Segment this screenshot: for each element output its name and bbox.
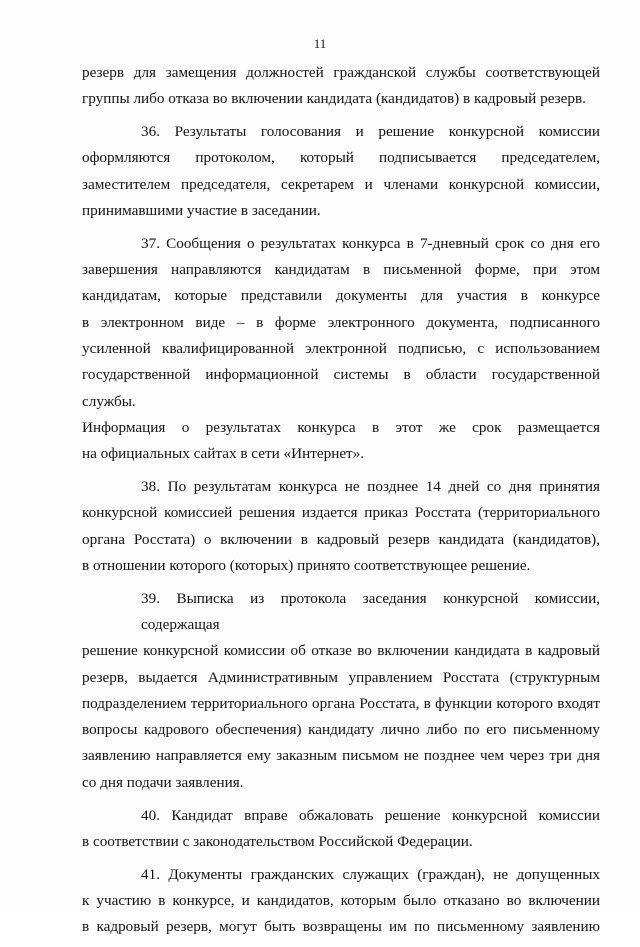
text-line: в кадровый резерв, могут быть возвращены им по письменному заявлению: [82, 918, 600, 936]
text-line: к участию в конкурсе, и кандидатов, которым было отказано во включении: [82, 891, 600, 909]
text-line: в соответствии с законодательством Российской Федерации.: [82, 832, 473, 850]
text-line: со дня подачи заявления.: [82, 773, 244, 791]
text-line: 41. Документы гражданских служащих (граждан), не допущенных: [141, 865, 600, 883]
document-body: [82, 60, 600, 947]
paragraph-41: [82, 862, 600, 941]
text-line: на официальных сайтах в сети «Интернет».: [82, 445, 365, 463]
text-line: Информация о результатах конкурса в этот же срок размещается: [82, 418, 600, 436]
text-line: в отношении которого (которых) принято соответствующее решение.: [82, 556, 531, 574]
text-line: в электронном виде – в форме электронного документа, подписанного: [82, 313, 600, 331]
text-line: завершения направляются кандидатам в письменной форме, при этом: [82, 261, 600, 279]
text-line: вопросы кадрового обеспечения) кандидату лично либо по его письменному: [82, 721, 600, 739]
text-line: усиленной квалифицированной электронной подписью, с использованием: [82, 339, 600, 357]
paragraph-39: [82, 586, 600, 796]
text-line: резерв, выдается Административным управлением Росстата (структурным: [82, 668, 600, 686]
text-line: государственной информационной системы в области государственной службы.: [82, 366, 600, 410]
text-line: 36. Результаты голосования и решение конкурсной комиссии: [141, 123, 600, 141]
text-line: кандидатам, которые представили документы для участия в конкурсе: [82, 287, 600, 305]
text-line: 38. По результатам конкурса не позднее 14 дней со дня принятия: [141, 477, 600, 495]
text-line: 39. Выписка из протокола заседания конкурсной комиссии, содержащая: [141, 589, 600, 633]
paragraph-continued: [82, 60, 600, 113]
text-line: группы либо отказа во включении кандидата (кандидатов) в кадровый резерв.: [82, 90, 586, 108]
paragraph-37: [82, 231, 600, 468]
text-line: заявлению направляется ему заказным письмом не позднее чем через три дня: [82, 747, 600, 765]
text-line: конкурсной комиссией решения издается приказ Росстата (территориального: [82, 504, 600, 522]
paragraph-40: [82, 803, 600, 856]
text-line: 40. Кандидат вправе обжаловать решение конкурсной комиссии: [141, 806, 600, 824]
text-line: органа Росстата) о включении в кадровый резерв кандидата (кандидатов),: [82, 530, 600, 548]
text-line: принимавшими участие в заседании.: [82, 201, 321, 219]
text-line: заместителем председателя, секретарем и членами конкурсной комиссии,: [82, 175, 600, 193]
paragraph-38: [82, 474, 600, 579]
text-line: резерв для замещения должностей гражданской службы соответствующей: [82, 64, 600, 81]
text-line: 37. Сообщения о результатах конкурса в 7-дневный срок со дня его: [141, 234, 600, 252]
paragraph-36: [82, 119, 600, 224]
text-line: оформляются протоколом, который подписывается председателем,: [82, 149, 600, 167]
page-number: 11: [313, 36, 327, 51]
text-line: подразделением территориального органа Росстата, в функции которого входят: [82, 694, 600, 712]
text-line: решение конкурсной комиссии об отказе во включении кандидата в кадровый: [82, 642, 600, 660]
